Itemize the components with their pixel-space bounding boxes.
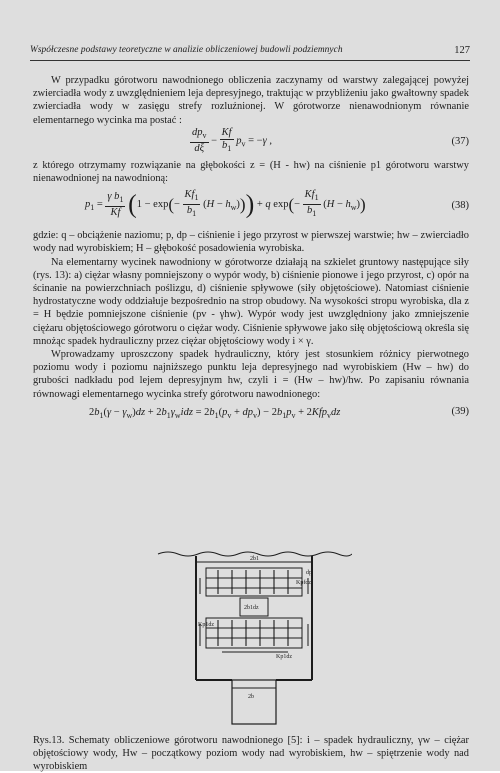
equation-37-number: (37) <box>451 135 469 147</box>
header-title: Współczesne podstawy teoretyczne w analizie obliczeniowej budowli podziemnych <box>30 45 343 55</box>
paragraph-2: z którego otrzymamy rozwiązanie na głębokości z = (H - hw) na ciśnienie p1 górotworu warstwy nienawodnionej na nawodnioną: <box>33 159 469 185</box>
header-rule <box>30 60 470 61</box>
paragraph-3: gdzie: q – obciążenie naziomu; p, dp – ciśnienie i jego przyrost w pierwszej warstwie; hw – zwierciadło wody nad wyrobiskiem; H – głębokość posadowienia wyrobiska. <box>33 230 469 255</box>
main-text <box>33 74 469 427</box>
figure-13-diagram <box>156 548 352 728</box>
equation-37 <box>33 127 469 159</box>
running-header <box>30 45 470 61</box>
paragraph-5: Wprowadzamy uproszczony spadek hydrauliczny, który jest stosunkiem różnicy pierwotnego poziomu wody i poziomu najniższego punktu leja depresyjnego nad wyrobiskiem (Hw – hw) do grubości nadkładu pod lejem depresyjnym hw, czyli i = (Hw – hw)/hw. Po zapisaniu równania równowagi elementarnego wycinka strefy górotworu nawodnionego: <box>33 349 469 400</box>
fig-label-right: Kp1dz <box>276 654 292 660</box>
fig-label-2b: 2b <box>248 694 254 700</box>
paragraph-1: W przypadku górotworu nawodnionego obliczenia zaczynamy od warstwy zalegającej powyżej zwierciadła wody z uwzględnieniem leja depresyjnego, traktując w przybliżeniu jako gwałtowny spadek zwierciadła wody w zasięgu strefy rozluźnionej. W górotworze nienawodnionym równanie elementarnego wycinka ma postać : <box>33 75 469 126</box>
equation-39-number: (39) <box>451 405 469 417</box>
equation-39-body: $2b_1(\gamma - \gamma_w)dz + 2b_1\gamma_widz = 2b_1(p_v + dp_v) - 2b_1p_v + 2Kfp_vdz$ <box>89 406 341 420</box>
equation-37-body: $\frac{dp_v}{d\xi}$ − $\frac{Kf}{b_1}$ $p_v = -\gamma$ , <box>192 126 272 154</box>
page-number: 127 <box>454 45 470 56</box>
fig-label-dp: dp <box>306 570 312 576</box>
equation-39 <box>33 401 469 427</box>
equation-38-number: (38) <box>451 200 469 212</box>
equation-38 <box>33 185 469 229</box>
fig-label-kpfdz: Kpfdz <box>296 580 311 586</box>
figure-caption: Rys.13. Schematy obliczeniowe górotworu nawodnionego [5]: i – spadek hydrauliczny, γw – ciężar objętościowy wody, Hw – początkowy poziom wody nad wyrobiskiem, hw – spiętrzenie wody nad wyrobiskiem <box>33 735 469 772</box>
fig-label-y: 2b1dz <box>244 605 259 611</box>
paragraph-4: Na elementarny wycinek nawodniony w górotworze działają na szkielet gruntowy następujące siły (rys. 13): a) ciężar własny pomniejszony o wypór wody, b) ciśnienie pionowe i jego przyrost, c) opór na ścinanie na powierzchniach poślizgu, d) ciśnienie spływowe (siły objętościowe). Natomiast ciśnienie hydrostatyczne wody oddziałuje bezpośrednio na strop obudowy. Na wysokości stropu wyrobiska, dla z = H będzie pomniejszone ciśnienie (pv - γhw). Wypór wody jest uwzględniony jako zmniejszenie ciężaru objętościowego górotworu o ciężar wody. Ciśnienie spływowe jako siłę objętościową określa się mnożąc spadek hydrauliczny przez ciężar objętościowy wody i × γ. <box>33 256 469 347</box>
equation-38-body: $p_1$ = $\frac{\gamma b_1}{Kf}$ (1 − exp(− $\frac{Kf_1}{b_1}$ $(H - h_w))) + q$ exp(− $\frac{Kf_1}{b_1}$ $(H - h_w)$) <box>85 189 366 219</box>
fig-label-2b1: 2b1 <box>250 556 259 562</box>
fig-label-left: Kp1dz <box>198 622 214 628</box>
